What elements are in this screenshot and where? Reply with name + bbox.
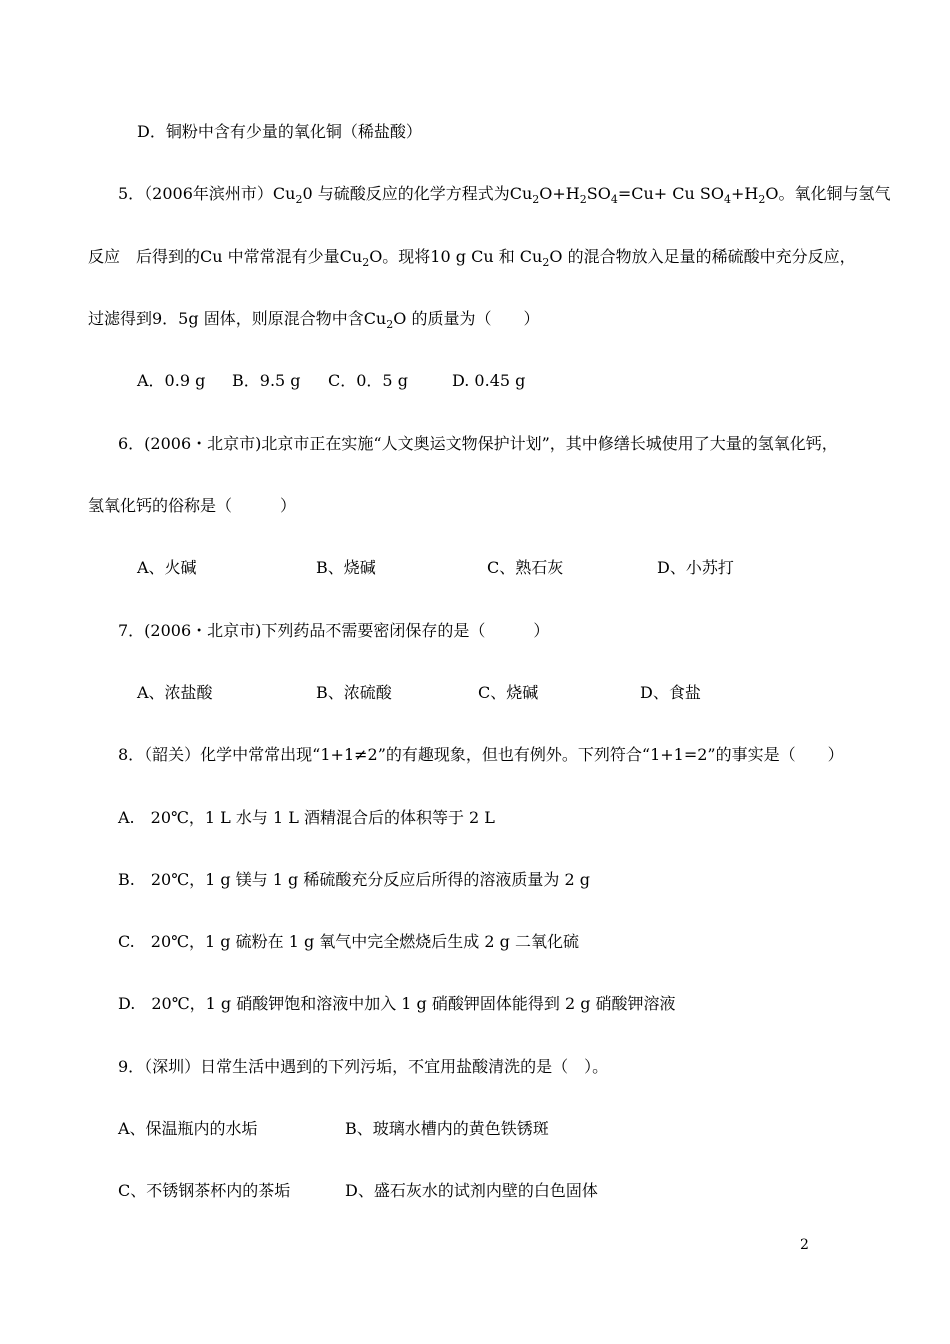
q9-line-1: 9．（深圳）日常生活中遇到的下列污垢，不宜用盐酸清洗的是（ ）。: [118, 1057, 609, 1076]
q6-option-d: D、小苏打: [657, 558, 734, 577]
q8-option-b: B. 20℃，1 g 镁与 1 g 稀硫酸充分反应后所得的溶液质量为 2 g: [118, 870, 590, 889]
q6-line-2: 氢氧化钙的俗称是（ ）: [88, 496, 297, 515]
page-number: 2: [800, 1237, 809, 1253]
q7-option-d: D、食盐: [640, 683, 701, 702]
q5-option-c: C．0．5 g: [328, 371, 408, 390]
q6-line-1: 6．(2006・北京市)北京市正在实施“人文奥运文物保护计划”，其中修缮长城使用了大量的氢氧化钙，: [118, 434, 838, 453]
q8-line-1: 8．（韶关）化学中常常出现“1+1≠2”的有趣现象，但也有例外。下列符合“1+1=2”的事实是（ ）: [118, 745, 844, 764]
q5-line-3: 过滤得到9．5g 固体，则原混合物中含$Cu_2O$ 的质量为（ ）: [88, 309, 540, 331]
q5-option-d: D. 0.45 g: [452, 371, 526, 390]
q7-option-a: A、浓盐酸: [137, 683, 213, 702]
q8-option-d: D. 20℃，1 g 硝酸钾饱和溶液中加入 1 g 硝酸钾固体能得到 2 g 硝酸钾溶液: [118, 994, 676, 1013]
q9-option-c: C、不锈钢茶杯内的茶垢: [118, 1181, 291, 1200]
q5-option-a: A．0.9 g: [137, 371, 206, 390]
q5-line-2: 反应 后得到的Cu 中常常混有少量$Cu_2O$。现将10 g Cu 和 $Cu_2O$ 的混合物放入足量的稀硫酸中充分反应，: [88, 247, 856, 269]
q5-option-b: B．9.5 g: [232, 371, 301, 390]
q6-option-b: B、烧碱: [316, 558, 376, 577]
q8-option-a: A. 20℃，1 L 水与 1 L 酒精混合后的体积等于 2 L: [118, 808, 495, 827]
q9-option-b: B、玻璃水槽内的黄色铁锈斑: [345, 1119, 549, 1138]
q6-option-a: A、火碱: [137, 558, 197, 577]
q8-option-c: C. 20℃，1 g 硫粉在 1 g 氧气中完全燃烧后生成 2 g 二氧化硫: [118, 932, 579, 951]
q9-option-a: A、保温瓶内的水垢: [118, 1119, 258, 1138]
q7-option-c: C、烧碱: [478, 683, 539, 702]
q6-option-c: C、熟石灰: [487, 558, 564, 577]
q5-line-1: 5．（2006年滨州市）$Cu_20$ 与硫酸反应的化学方程式为$Cu_2O+H_2SO_4=Cu+ Cu$ $SO_4+H_2O$。氧化铜与氢气: [118, 184, 891, 206]
q7-option-b: B、浓硫酸: [316, 683, 392, 702]
q9-option-d: D、盛石灰水的试剂内壁的白色固体: [345, 1181, 598, 1200]
q7-line-1: 7．(2006・北京市)下列药品不需要密闭保存的是（ ）: [118, 621, 550, 640]
q4-option-d: D．铜粉中含有少量的氧化铜（稀盐酸）: [137, 122, 422, 141]
